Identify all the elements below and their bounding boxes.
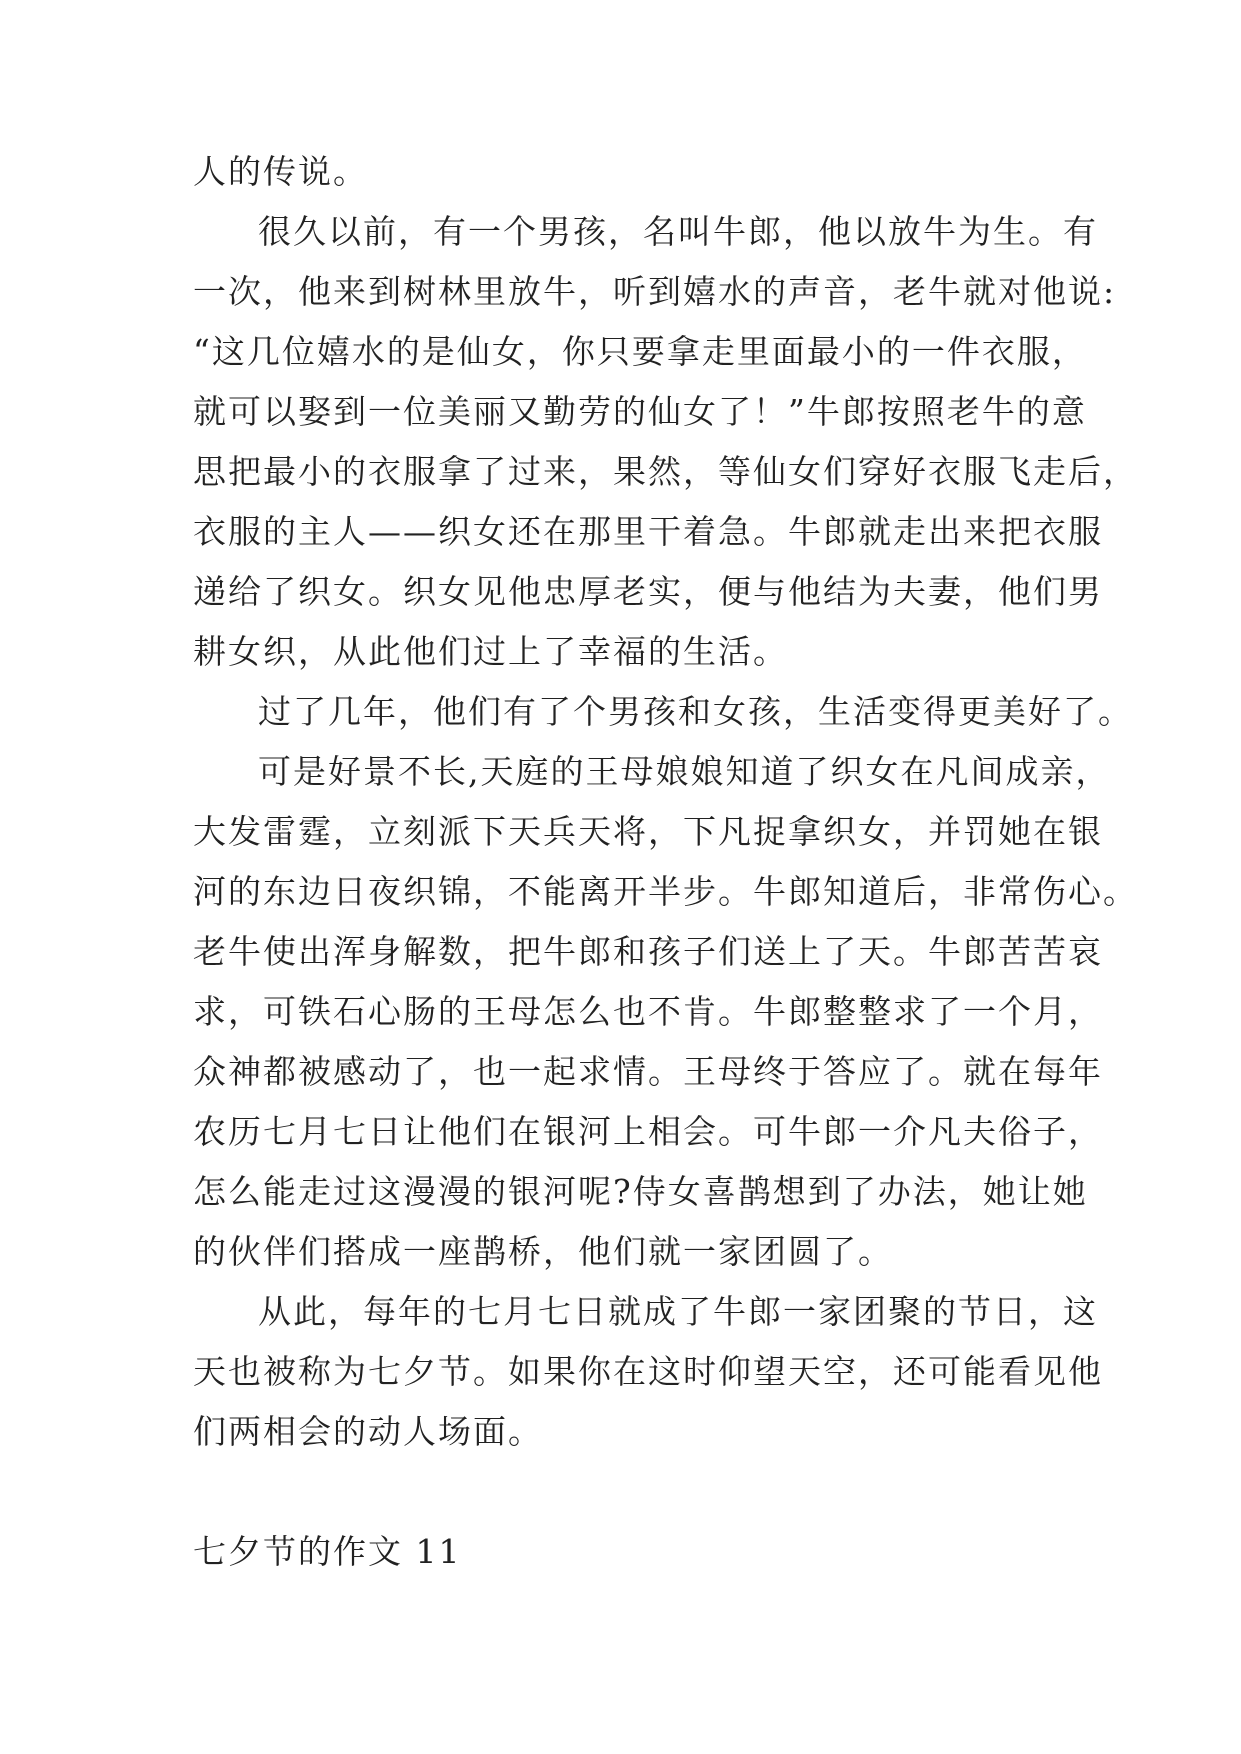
text-line: 一次，他来到树林里放牛，听到嬉水的声音，老牛就对他说:: [193, 272, 1117, 311]
text-line: 人的传说。: [193, 152, 368, 191]
text-line: 老牛使出浑身解数，把牛郎和孩子们送上了天。牛郎苦苦哀: [193, 932, 1103, 971]
text-line: 衣服的主人——织女还在那里干着急。牛郎就走出来把衣服: [193, 512, 1103, 551]
text-line: 农历七月七日让他们在银河上相会。可牛郎一介凡夫俗子，: [193, 1112, 1103, 1151]
paragraph-start-line: 可是好景不长,天庭的王母娘娘知道了织女在凡间成亲，: [258, 752, 1111, 791]
text-line: 耕女织，从此他们过上了幸福的生活。: [193, 632, 788, 671]
text-line: “这几位嬉水的是仙女，你只要拿走里面最小的一件衣服，: [193, 332, 1087, 371]
text-line: 求，可铁石心肠的王母怎么也不肯。牛郎整整求了一个月，: [193, 992, 1103, 1031]
text-line: 思把最小的衣服拿了过来，果然，等仙女们穿好衣服飞走后，: [193, 452, 1138, 491]
text-line: 递给了织女。织女见他忠厚老实，便与他结为夫妻，他们男: [193, 572, 1103, 611]
text-line: 怎么能走过这漫漫的银河呢?侍女喜鹊想到了办法，她让她: [193, 1172, 1088, 1211]
text-line: 就可以娶到一位美丽又勤劳的仙女了！”牛郎按照老牛的意: [193, 392, 1087, 431]
text-line: 天也被称为七夕节。如果你在这时仰望天空，还可能看见他: [193, 1352, 1103, 1391]
text-line: 大发雷霆，立刻派下天兵天将，下凡捉拿织女，并罚她在银: [193, 812, 1103, 851]
section-heading: 七夕节的作文 11: [193, 1532, 462, 1571]
text-line: 众神都被感动了，也一起求情。王母终于答应了。就在每年: [193, 1052, 1103, 1091]
paragraph-start-line: 很久以前，有一个男孩，名叫牛郎，他以放牛为生。有: [258, 212, 1098, 251]
text-line: 们两相会的动人场面。: [193, 1412, 543, 1451]
text-line: 河的东边日夜织锦，不能离开半步。牛郎知道后，非常伤心。: [193, 872, 1138, 911]
paragraph-start-line: 过了几年，他们有了个男孩和女孩，生活变得更美好了。: [258, 692, 1133, 731]
paragraph-start-line: 从此，每年的七月七日就成了牛郎一家团聚的节日，这: [258, 1292, 1098, 1331]
text-line: 的伙伴们搭成一座鹊桥，他们就一家团圆了。: [193, 1232, 893, 1271]
